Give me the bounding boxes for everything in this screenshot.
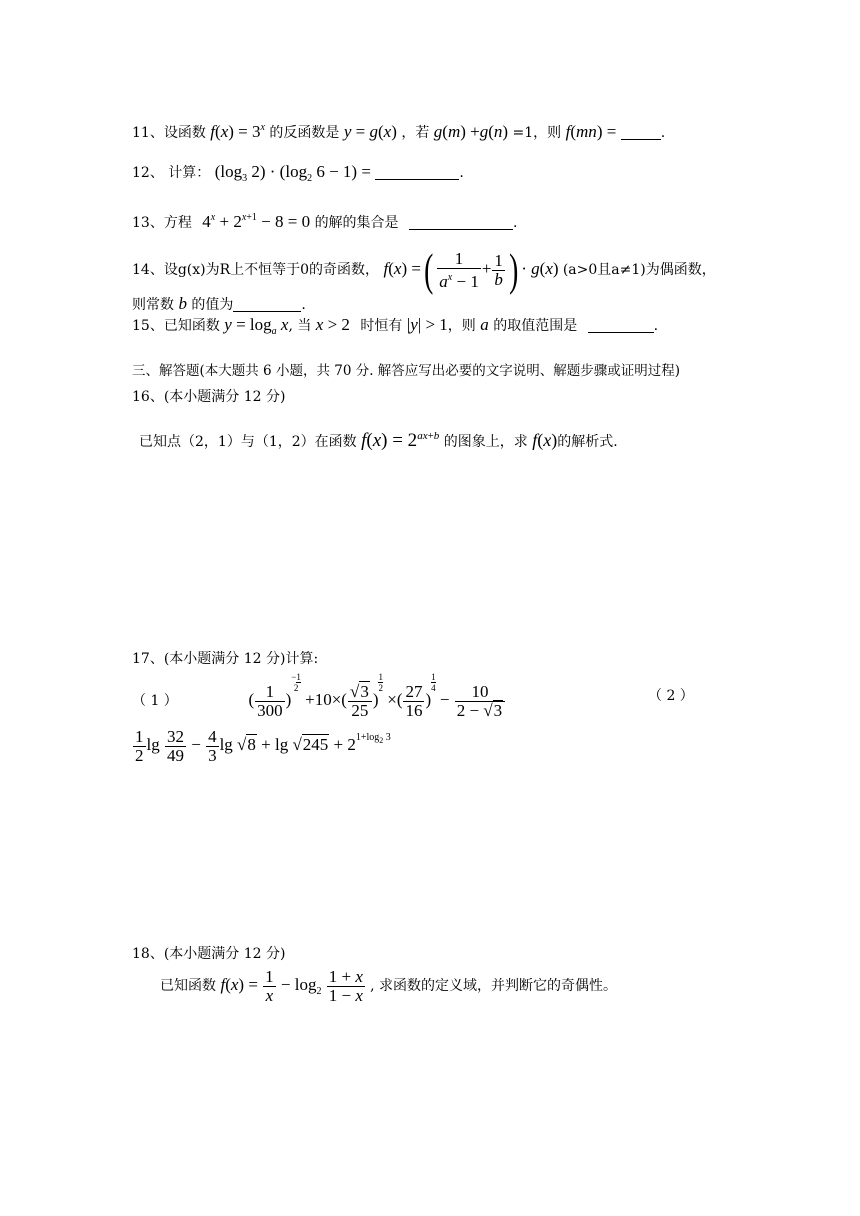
q18-formula: f(x) = $\frac{1}{x}$ − $\log_2$ $\frac{1 + x}{1 - x}$ (220, 966, 363, 1005)
q17-title: 17、(本小题满分 12 分)计算: (132, 651, 319, 667)
q15-mid3: ，则 (447, 318, 476, 334)
q14-end: . (301, 297, 306, 313)
question-13 (132, 208, 517, 233)
section-3-heading-text: 三、解答题(本大题共 6 小题，共 70 分. 解答应写出必要的文字说明、解题步骤或证明过程) (132, 363, 681, 379)
q14-formula: f(x) =( $\frac{1}{a^x - 1}$ + $\frac{1}{b}$ ) · g(x) (383, 244, 563, 296)
question-18-title (132, 944, 285, 964)
q13-prefix: 13、方程 (132, 215, 192, 231)
q15-end: . (653, 318, 659, 334)
q11-mid3: =1，则 (512, 125, 562, 141)
q12-answer-blank[interactable] (375, 165, 459, 180)
q15-answer-blank[interactable] (588, 318, 654, 333)
q14-line2: 则常数 (132, 297, 174, 313)
q18-title: 18、(本小题满分 12 分) (132, 946, 286, 962)
q15-mid4: 的取值范围是 (493, 318, 578, 334)
q15-mid1: , 当 (288, 318, 312, 334)
q13-formula: $4^x + 2^{x+1} - 8 = 0$ (202, 212, 311, 231)
q16-title: 16、(本小题满分 12 分) (132, 389, 286, 405)
q11-mid1: 的反函数是 (269, 125, 340, 141)
section-3-heading (132, 361, 680, 381)
question-17-part2 (132, 722, 391, 774)
q15-mid2: 时恒有 (360, 318, 403, 334)
q17-part1-formula: ( $\frac{1}{300}$ )−1 2 +10×( $\frac{√3}{25}$ ) $\frac{1}{2}$ ×( $\frac{27}{16}$ ) $\frac{1}{4}$ − $\frac{10}{2 - √3}$ (248, 690, 506, 709)
question-18 (160, 962, 617, 1015)
q13-mid: 的解的集合是 (314, 215, 399, 231)
question-17-title (132, 649, 318, 669)
question-16 (139, 426, 618, 452)
q14-answer-blank[interactable] (233, 297, 301, 312)
q14-mid: (a>0且a≠1)为偶函数， (562, 262, 716, 278)
q11-formula-f: $f(x) = 3^x$ (210, 122, 265, 141)
q11-mid2: ，若 (401, 125, 430, 141)
q15-formula-log: $y = \log_a x$ (224, 315, 289, 337)
q12-prefix: 12、 计算： (132, 165, 211, 181)
q11-formula-sum: g(m) +g(n) (433, 122, 509, 141)
q13-end: . (513, 215, 518, 231)
q17-part2-formula: $\frac{1}{2}$ lg $\frac{32}{49}$ − $\frac{4}{3}$ $\lg √8 + \lg √245 + 2^{1+log_2 3}$ (135, 726, 391, 765)
question-14-line2 (132, 294, 306, 315)
q16-text-c: 的解析式. (557, 434, 618, 450)
q11-answer-blank[interactable] (621, 125, 661, 140)
q11-formula-g: y = g(x) (343, 122, 397, 141)
question-12 (132, 162, 464, 189)
question-17-part2-label (648, 686, 694, 706)
question-17-part1 (132, 672, 732, 724)
q18-text-b: , 求函数的定义域，并判断它的奇偶性。 (370, 978, 618, 994)
q17-part1-label: （ 1 ） (132, 693, 178, 709)
q13-answer-blank[interactable] (409, 215, 513, 230)
q14-prefix: 14、设g(x)为R上不恒等于0的奇函数， (132, 262, 380, 278)
q11-end: . (660, 125, 666, 141)
q15-formula-abs: |y| > 1 (406, 315, 448, 334)
q16-fx: f(x) (532, 430, 558, 450)
q15-prefix: 15、已知函数 (132, 318, 220, 334)
q16-text-b: 的图象上，求 (443, 434, 528, 450)
question-14 (132, 244, 716, 296)
q11-prefix: 11、设函数 (132, 125, 206, 141)
q16-formula: $f(x) = 2^{ax+b}$ (361, 430, 440, 451)
q16-text-a: 已知点（2，1）与（1，2）在函数 (139, 434, 357, 450)
q15-var-a: a (480, 315, 489, 334)
q14-line2b: 的值为 (191, 297, 234, 313)
q12-formula: ($\log_3$ $2) \cdot (\log_2$ 6 − 1) = (214, 162, 371, 184)
question-11 (132, 118, 665, 143)
q18-text-a: 已知函数 (160, 978, 216, 994)
question-16-title (132, 387, 285, 407)
q12-end: . (459, 165, 464, 181)
q11-formula-fmn: f(mn) = (565, 122, 617, 141)
q15-formula-cond: x > 2 (315, 315, 350, 334)
q14-var-b: b (178, 294, 187, 313)
q17-part2-label: （ 2 ） (648, 688, 694, 704)
question-15 (132, 315, 658, 342)
